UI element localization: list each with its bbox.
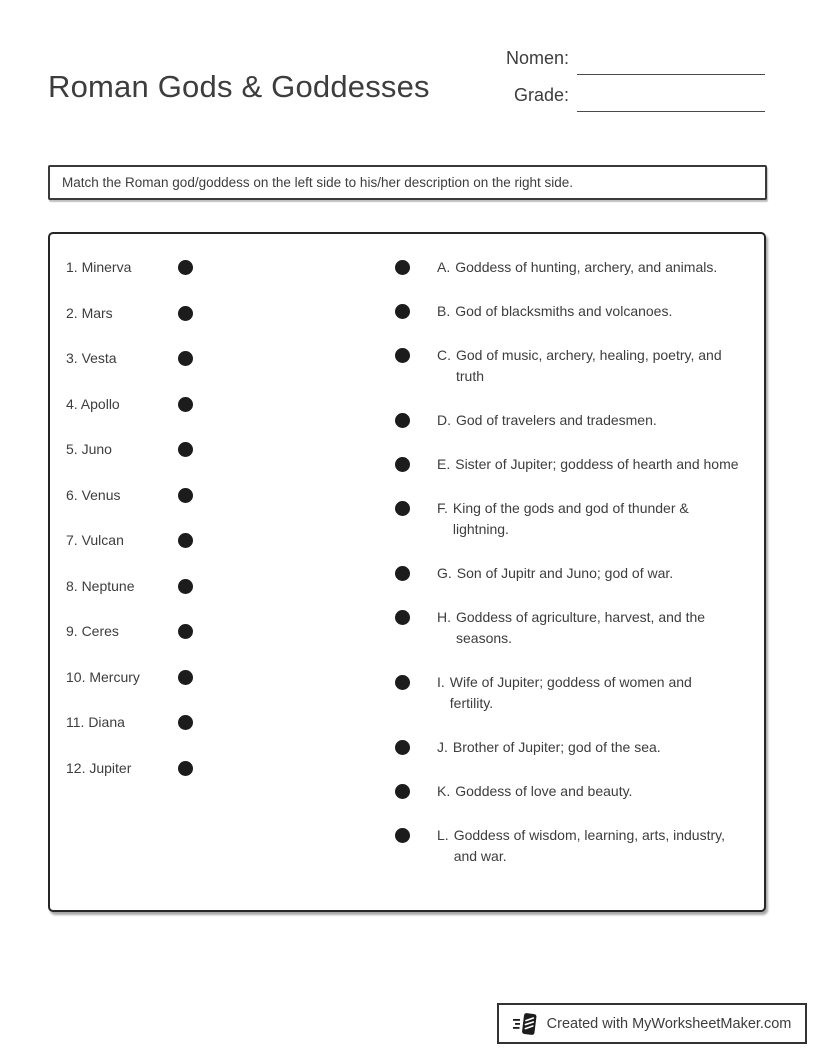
match-right-row	[395, 257, 753, 278]
match-dot-right-a[interactable]	[395, 260, 410, 275]
match-dot-left-5[interactable]	[178, 442, 193, 457]
description-text: Sister of Jupiter; goddess of hearth and home	[455, 456, 739, 472]
match-left-row	[66, 667, 193, 688]
description	[437, 257, 717, 278]
match-dot-right-i[interactable]	[395, 675, 410, 690]
description-text: Goddess of agriculture, harvest, and the seasons.	[456, 609, 706, 646]
grade-blank-line[interactable]	[577, 111, 765, 112]
match-left-row	[66, 439, 193, 460]
match-left-row	[66, 303, 193, 324]
match-left-row	[66, 621, 193, 642]
god-name: 5. Juno	[66, 441, 112, 457]
match-dot-right-l[interactable]	[395, 828, 410, 843]
match-right-row	[395, 737, 753, 758]
match-right-row	[395, 672, 753, 714]
god-name: 1. Minerva	[66, 259, 132, 275]
match-dot-left-4[interactable]	[178, 397, 193, 412]
description	[437, 301, 672, 322]
description-letter: I.	[437, 674, 445, 690]
description-letter: C.	[437, 347, 451, 363]
match-right-row	[395, 563, 753, 584]
description	[437, 737, 661, 758]
instructions-box	[48, 165, 767, 200]
god-name: 6. Venus	[66, 486, 121, 503]
match-right-row	[395, 454, 753, 475]
god-name: 9. Ceres	[66, 623, 119, 639]
description-text: God of music, archery, healing, poetry, and truth	[456, 347, 722, 384]
match-right-row	[395, 301, 753, 322]
match-dot-right-d[interactable]	[395, 413, 410, 428]
description	[437, 672, 735, 714]
description	[437, 498, 738, 540]
description-text: Wife of Jupiter; goddess of women and fertility.	[449, 674, 692, 711]
match-dot-left-8[interactable]	[178, 579, 193, 594]
match-dot-right-j[interactable]	[395, 740, 410, 755]
match-dot-right-f[interactable]	[395, 501, 410, 516]
match-right-row	[395, 825, 753, 867]
description-letter: E.	[437, 456, 451, 472]
description	[437, 825, 739, 867]
header-fields	[506, 48, 765, 112]
match-right-row	[395, 410, 753, 431]
description-letter: H.	[437, 609, 451, 625]
myworksheetmaker-logo-icon	[513, 1011, 539, 1037]
description-letter: F.	[437, 500, 448, 516]
credit-text: Created with MyWorksheetMaker.com	[546, 1015, 792, 1032]
description-text: Goddess of love and beauty.	[455, 783, 633, 799]
god-name: 11. Diana	[66, 714, 125, 730]
match-dot-left-6[interactable]	[178, 488, 193, 503]
match-dot-left-3[interactable]	[178, 351, 193, 366]
description	[437, 454, 739, 475]
match-dot-left-1[interactable]	[178, 260, 193, 275]
instructions-text: Match the Roman god/goddess on the left side to his/her description on the right side.	[62, 175, 574, 190]
description-letter: L.	[437, 827, 449, 843]
credit-badge[interactable]	[497, 1003, 807, 1044]
match-dot-right-k[interactable]	[395, 784, 410, 799]
match-dot-right-g[interactable]	[395, 566, 410, 581]
description-letter: G.	[437, 565, 452, 581]
match-left-row	[66, 485, 193, 506]
match-left-row	[66, 712, 193, 733]
description-letter: J.	[437, 739, 448, 755]
match-dot-right-b[interactable]	[395, 304, 410, 319]
gods-column	[66, 257, 193, 779]
god-name: 12. Jupiter	[66, 759, 132, 776]
god-name: 3. Vesta	[66, 350, 117, 366]
description-text: Goddess of hunting, archery, and animals.	[455, 259, 718, 275]
description	[437, 781, 632, 802]
match-dot-left-9[interactable]	[178, 624, 193, 639]
name-field-row	[506, 48, 765, 75]
match-left-row	[66, 394, 193, 415]
match-dot-right-e[interactable]	[395, 457, 410, 472]
match-right-row	[395, 607, 753, 649]
god-name: 10. Mercury	[66, 668, 140, 685]
descriptions-column	[395, 257, 753, 867]
match-left-row	[66, 576, 193, 597]
match-right-row	[395, 781, 753, 802]
description-text: Son of Jupitr and Juno; god of war.	[456, 565, 674, 581]
description-letter: K.	[437, 783, 451, 799]
match-dot-left-7[interactable]	[178, 533, 193, 548]
description-text: Brother of Jupiter; god of the sea.	[452, 739, 661, 755]
description-letter: B.	[437, 303, 451, 319]
name-blank-line[interactable]	[577, 74, 765, 75]
match-dot-left-10[interactable]	[178, 670, 193, 685]
matching-exercise-box	[48, 232, 766, 912]
god-name: 8. Neptune	[66, 577, 135, 594]
match-right-row	[395, 498, 753, 540]
match-dot-left-2[interactable]	[178, 306, 193, 321]
description	[437, 563, 673, 584]
description-text: God of travelers and tradesmen.	[456, 412, 657, 428]
description	[437, 410, 657, 431]
description-text: Goddess of wisdom, learning, arts, industry, and war.	[453, 827, 725, 864]
match-left-row	[66, 257, 193, 278]
description	[437, 607, 741, 649]
god-name: 4. Apollo	[66, 395, 120, 412]
name-label: Nomen:	[505, 48, 569, 68]
grade-field-row	[506, 85, 765, 112]
match-right-row	[395, 345, 753, 387]
god-name: 7. Vulcan	[66, 532, 124, 548]
description-text: God of blacksmiths and volcanoes.	[455, 303, 673, 319]
grade-label: Grade:	[513, 85, 569, 105]
match-dot-right-c[interactable]	[395, 348, 410, 363]
god-name: 2. Mars	[66, 304, 113, 321]
description-letter: D.	[437, 412, 451, 428]
match-left-row	[66, 530, 193, 551]
match-left-row	[66, 758, 193, 779]
page-title: Roman Gods & Goddesses	[48, 68, 430, 104]
match-left-row	[66, 348, 193, 369]
match-dot-left-11[interactable]	[178, 715, 193, 730]
description	[437, 345, 741, 387]
match-dot-right-h[interactable]	[395, 610, 410, 625]
description-text: King of the gods and god of thunder & lightning.	[452, 500, 689, 537]
description-letter: A.	[437, 259, 451, 275]
match-dot-left-12[interactable]	[178, 761, 193, 776]
